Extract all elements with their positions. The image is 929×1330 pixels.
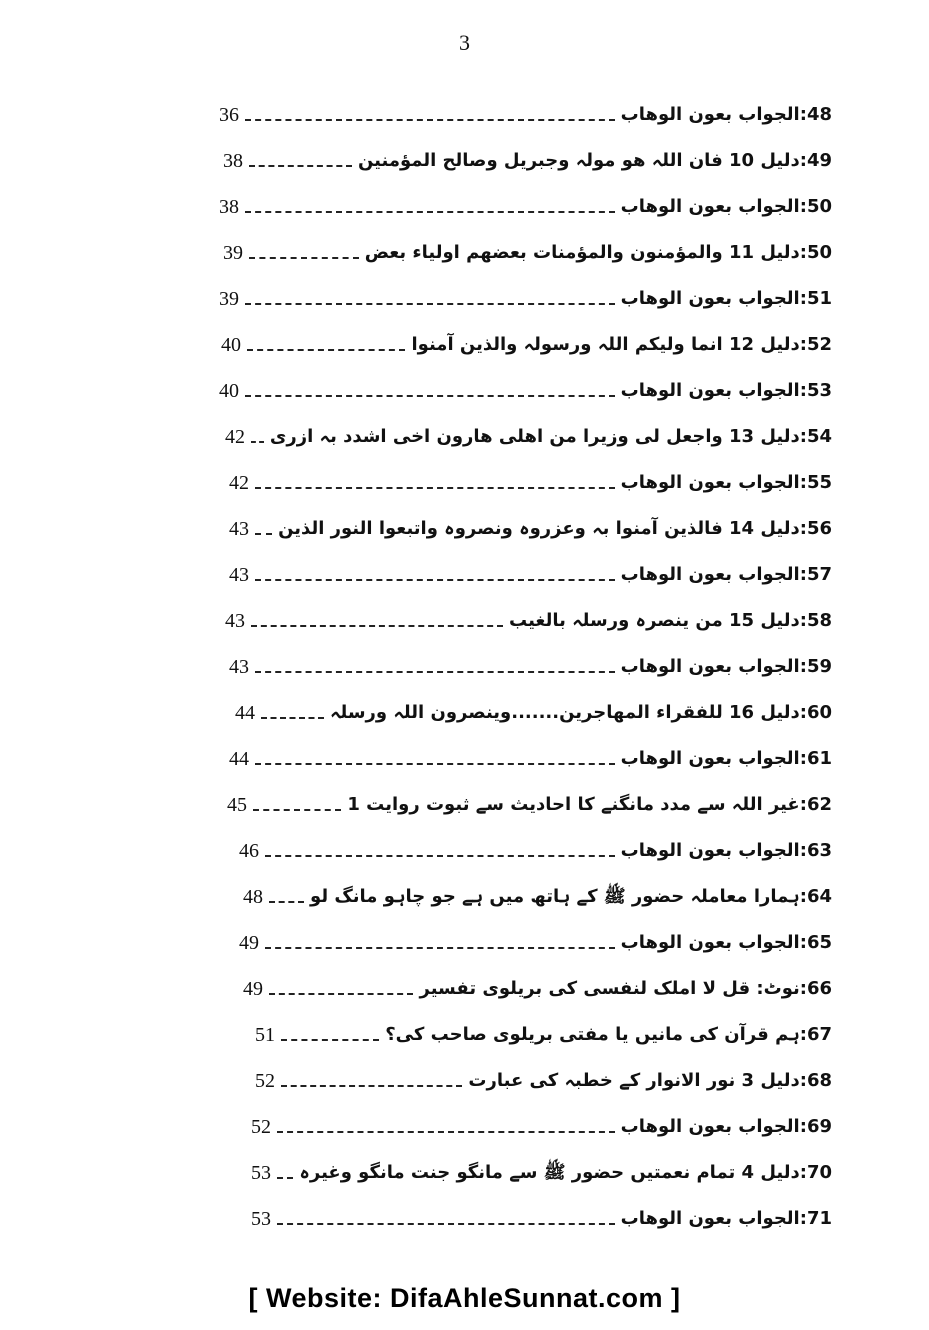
toc-leader-dashes [249, 247, 359, 259]
toc-entry [215, 509, 832, 555]
website-banner: [ Website: DifaAhleSunnat.com ] [248, 1283, 681, 1313]
toc-entry [215, 1199, 832, 1245]
toc-entry-title: 50:دلیل 11 والمؤمنون والمؤمنات بعضھم اولیاء بعض [361, 241, 832, 265]
toc-leader-dashes [245, 201, 615, 213]
toc-entry [215, 233, 832, 279]
toc-entry-title: 61:الجواب بعون الوھاب [617, 747, 832, 771]
toc-entry [215, 923, 832, 969]
toc-entry [215, 95, 832, 141]
toc-entry-title: 58:دلیل 15 من ینصرہ ورسلہ بالغیب [505, 609, 832, 633]
toc-entry-title: 60:دلیل 16 للفقراء المھاجرین.......وینصرون اللہ ورسلہ [326, 701, 832, 725]
toc-leader-dashes [281, 1075, 462, 1087]
toc-entry-page: 48 [243, 886, 263, 908]
toc-entry-page: 52 [255, 1070, 275, 1092]
toc-entry-page: 39 [219, 288, 239, 310]
toc-leader-dashes [245, 109, 615, 121]
toc-leader-dashes [255, 523, 272, 535]
toc-leader-dashes [277, 1167, 293, 1179]
toc-entry-title: 52:دلیل 12 انما ولیکم اللہ ورسولہ والذین آمنوا [408, 333, 833, 357]
toc-entry-page: 42 [225, 426, 245, 448]
toc-leader-dashes [255, 661, 615, 673]
toc-entry-title: 59:الجواب بعون الوھاب [617, 655, 832, 679]
toc-leader-dashes [277, 1121, 615, 1133]
toc-entry-title: 67:ہم قرآن کی مانیں یا مفتی بریلوی صاحب کی؟ [381, 1023, 832, 1047]
toc-entry [215, 371, 832, 417]
toc-entry-title: 48:الجواب بعون الوھاب [617, 103, 832, 127]
toc-leader-dashes [265, 845, 615, 857]
toc-entry-page: 49 [243, 978, 263, 1000]
toc-entry [215, 1061, 832, 1107]
toc-leader-dashes [251, 431, 264, 443]
toc-entry-page: 38 [223, 150, 243, 172]
toc-entry-title: 51:الجواب بعون الوھاب [617, 287, 832, 311]
toc-entry-page: 43 [229, 564, 249, 586]
toc-entry-title: 53:الجواب بعون الوھاب [617, 379, 832, 403]
toc-leader-dashes [269, 983, 413, 995]
toc-entry-page: 45 [227, 794, 247, 816]
toc-entry-page: 38 [219, 196, 239, 218]
toc-leader-dashes [269, 891, 304, 903]
toc-entry-page: 52 [251, 1116, 271, 1138]
toc-entry-page: 49 [239, 932, 259, 954]
toc-entry-page: 46 [239, 840, 259, 862]
toc-entry-title: 63:الجواب بعون الوھاب [617, 839, 832, 863]
toc-entry-title: 69:الجواب بعون الوھاب [617, 1115, 832, 1139]
table-of-contents [215, 95, 832, 1245]
toc-entry [215, 1015, 832, 1061]
toc-entry [215, 739, 832, 785]
toc-leader-dashes [245, 293, 615, 305]
toc-entry-page: 53 [251, 1162, 271, 1184]
toc-entry [215, 555, 832, 601]
toc-entry-page: 51 [255, 1024, 275, 1046]
toc-entry-page: 43 [225, 610, 245, 632]
toc-entry-title: 68:دلیل 3 نور الانوار کے خطبہ کی عبارت [464, 1069, 832, 1093]
toc-entry [215, 141, 832, 187]
toc-entry-page: 43 [229, 518, 249, 540]
toc-leader-dashes [251, 615, 503, 627]
toc-entry-page: 53 [251, 1208, 271, 1230]
toc-entry [215, 1107, 832, 1153]
toc-leader-dashes [255, 477, 615, 489]
toc-entry-page: 42 [229, 472, 249, 494]
toc-entry-title: 49:دلیل 10 فان اللہ ھو مولہ وجبریل وصالح المؤمنین [354, 149, 832, 173]
toc-entry [215, 647, 832, 693]
toc-leader-dashes [277, 1213, 615, 1225]
toc-entry-title: 64:ہمارا معاملہ حضور ﷺ کے ہاتھ میں ہے جو چاہو مانگ لو [306, 885, 832, 909]
toc-leader-dashes [245, 385, 615, 397]
toc-entry-page: 43 [229, 656, 249, 678]
toc-entry-title: 66:نوٹ: قل لا املک لنفسی کی بریلوی تفسیر [416, 977, 833, 1001]
toc-leader-dashes [253, 799, 341, 811]
toc-entry [215, 693, 832, 739]
toc-entry-page: 44 [229, 748, 249, 770]
toc-entry [215, 325, 832, 371]
toc-entry [215, 831, 832, 877]
toc-leader-dashes [255, 569, 615, 581]
toc-entry-page: 44 [235, 702, 255, 724]
toc-entry-title: 56:دلیل 14 فالذین آمنوا بہ وعزروہ ونصروہ واتبعوا النور الذین [274, 517, 832, 541]
toc-entry [215, 417, 832, 463]
toc-entry [215, 1153, 832, 1199]
toc-entry-title: 70:دلیل 4 تمام نعمتیں حضور ﷺ سے مانگو جنت مانگو وغیرہ [295, 1161, 832, 1185]
toc-entry-page: 40 [219, 380, 239, 402]
toc-leader-dashes [247, 339, 405, 351]
toc-entry [215, 187, 832, 233]
toc-entry-title: 54:دلیل 13 واجعل لی وزیرا من اھلی ھارون اخی اشدد بہ ازری [266, 425, 832, 449]
toc-entry [215, 601, 832, 647]
toc-entry-page: 40 [221, 334, 241, 356]
toc-entry-title: 50:الجواب بعون الوھاب [617, 195, 832, 219]
toc-entry [215, 785, 832, 831]
toc-leader-dashes [281, 1029, 379, 1041]
toc-entry-title: 57:الجواب بعون الوھاب [617, 563, 832, 587]
toc-entry-title: 71:الجواب بعون الوھاب [617, 1207, 832, 1231]
toc-entry [215, 969, 832, 1015]
toc-entry-page: 36 [219, 104, 239, 126]
toc-entry [215, 877, 832, 923]
toc-entry-title: 55:الجواب بعون الوھاب [617, 471, 832, 495]
toc-entry-title: 62:غیر اللہ سے مدد مانگنے کا احادیث سے ثبوت روایت 1 [343, 793, 832, 817]
toc-leader-dashes [261, 707, 324, 719]
toc-entry-page: 39 [223, 242, 243, 264]
toc-entry [215, 279, 832, 325]
toc-entry [215, 463, 832, 509]
page-number: 3 [459, 30, 470, 55]
toc-leader-dashes [265, 937, 615, 949]
toc-leader-dashes [249, 155, 352, 167]
toc-leader-dashes [255, 753, 615, 765]
toc-entry-title: 65:الجواب بعون الوھاب [617, 931, 832, 955]
